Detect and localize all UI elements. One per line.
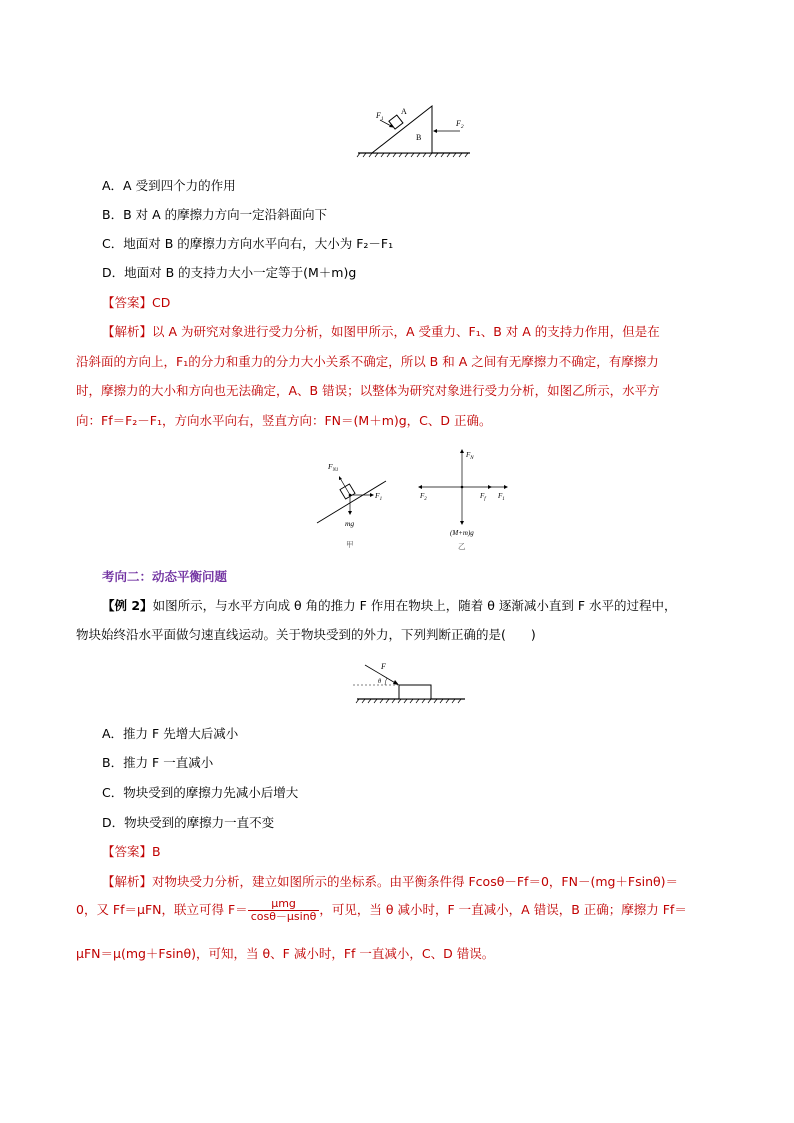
fraction-denominator: cosθ－μsinθ <box>250 910 317 924</box>
label-f: F <box>381 662 386 671</box>
q2-answer <box>102 842 161 860</box>
q2-analysis-line-2: 0，又 Ff＝μFN，联立可得 F＝ $\frac{\text{μmg}}{\cos\theta-\mu\sin\theta}$ ，可见，当 θ 减小时，F 一直减小，A 错误，B 正确；摩擦力 Ff＝ <box>76 897 687 924</box>
label-f1-yi: $F_1$ <box>498 492 505 502</box>
fraction-numerator: μmg <box>248 898 320 911</box>
label-f1-jia: $F_1$ <box>375 491 383 502</box>
q1-answer <box>102 293 170 311</box>
block <box>399 685 431 699</box>
q2-analysis-line-1: 【解析】对物块受力分析，建立如图所示的坐标系。由平衡条件得 Fcosθ－Ff＝0，FN－(mg＋Fsinθ)＝ <box>102 874 679 889</box>
q2-option-d: D．物块受到的摩擦力一直不变 <box>102 815 275 830</box>
figure-block-force-angle <box>345 656 470 710</box>
q1-option-d: D．地面对 B 的支持力大小一定等于(M＋m)g <box>102 265 357 280</box>
answer-value: CD <box>152 295 171 310</box>
label-mmg: (M+m)g <box>450 529 474 537</box>
label-theta: θ <box>378 678 382 685</box>
label-f2-yi: $F_2$ <box>420 492 427 502</box>
q1-option-c: C．地面对 B 的摩擦力方向水平向右，大小为 F₂－F₁ <box>102 236 394 251</box>
label-mg: mg <box>345 519 355 528</box>
label-a: A <box>401 107 407 116</box>
q1-analysis-line-2: 沿斜面的方向上，F₁的分力和重力的分力大小关系不确定，所以 B 和 A 之间有无摩擦力不确定，有摩擦力 <box>76 354 659 369</box>
example-tag: 【例 2】 <box>102 598 153 613</box>
caption-yi: 乙 <box>458 542 466 551</box>
label-ff-yi: $F_f$ <box>480 492 486 502</box>
answer-tag: 【答案】 <box>102 844 153 859</box>
block-a-jia <box>340 484 355 499</box>
q1-analysis-line-1: 【解析】以 A 为研究对象进行受力分析，如图甲所示，A 受重力、F₁、B 对 A 的支持力作用，但是在 <box>102 324 660 339</box>
caption-jia: 甲 <box>346 540 354 549</box>
analysis-tag: 【解析】 <box>102 324 153 339</box>
q2-option-b: B．推力 F 一直减小 <box>102 755 214 770</box>
answer-value: B <box>152 844 161 859</box>
q1-analysis-line-4: 向：Ff＝F₂－F₁，方向水平向右，竖直方向：FN＝(M＋m)g，C、D 正确。 <box>76 413 492 428</box>
label-b: B <box>416 133 422 142</box>
q2-analysis-line-3: μFN＝μ(mg＋Fsinθ)，可知，当 θ、F 减小时，Ff 一直减小，C、D 错误。 <box>76 946 495 961</box>
q1-option-b: B．B 对 A 的摩擦力方向一定沿斜面向下 <box>102 207 328 222</box>
label-fn: $F_N$ <box>466 451 474 461</box>
answer-tag: 【答案】 <box>102 295 153 310</box>
analysis-tag: 【解析】 <box>102 874 153 889</box>
label-f1: $F_1$ <box>376 111 384 122</box>
ground-hatch <box>357 153 468 157</box>
section-heading: 考向二：动态平衡问题 <box>102 569 228 584</box>
q2-stem-line-2: 物块始终沿水平面做匀速直线运动。关于物块受到的外力，下列判断正确的是( ) <box>76 627 536 642</box>
q1-option-a: A．A 受到四个力的作用 <box>102 178 236 193</box>
q2-option-c: C．物块受到的摩擦力先减小后增大 <box>102 785 299 800</box>
figure-incline-blocks <box>350 98 475 158</box>
figure-jia-force-diagram <box>312 455 392 550</box>
q1-analysis-line-3: 时，摩擦力的大小和方向也无法确定，A、B 错误；以整体为研究对象进行受力分析，如图乙所示，水平方 <box>76 383 660 398</box>
fraction <box>248 898 320 923</box>
label-f2: $F_2$ <box>456 119 464 130</box>
q2-option-a: A．推力 F 先增大后减小 <box>102 726 239 741</box>
label-fn1: $F_{N1}$ <box>328 462 339 473</box>
q2-stem-line-1: 【例 2】如图所示，与水平方向成 θ 角的推力 F 作用在物块上，随着 θ 逐渐减小直到 F 水平的过程中， <box>102 598 677 613</box>
figure-yi-force-diagram <box>410 445 515 555</box>
